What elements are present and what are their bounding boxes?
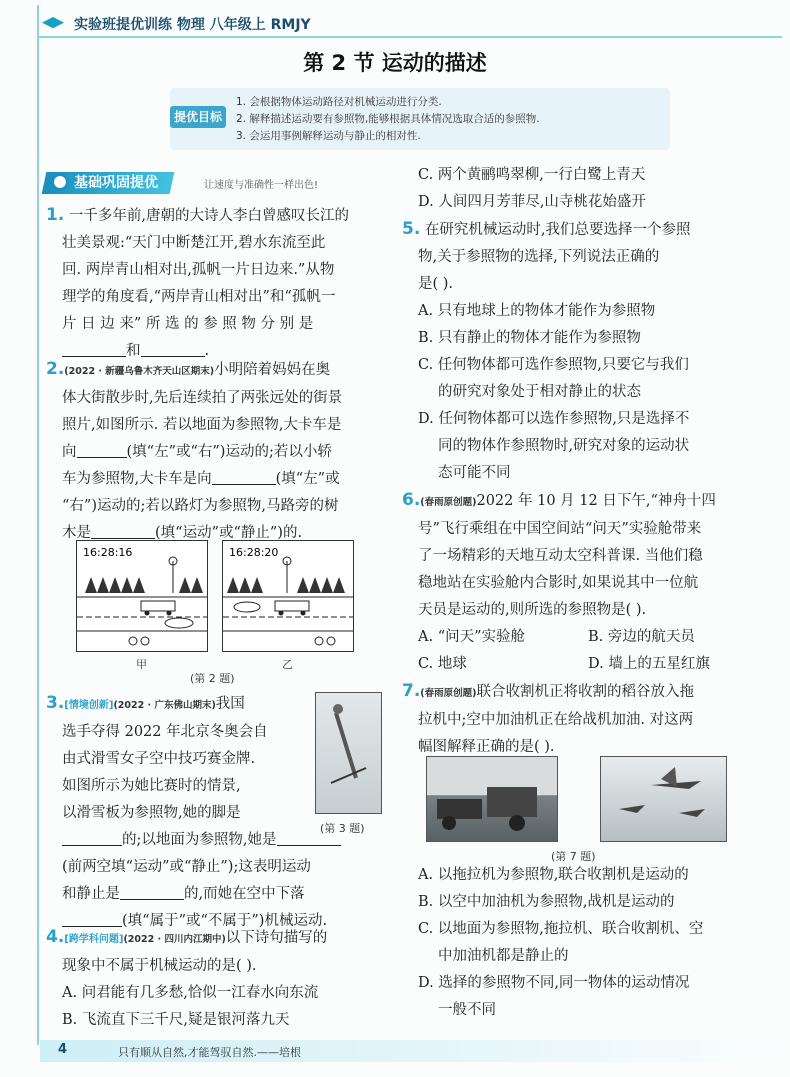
car	[165, 618, 193, 628]
target-icon	[52, 174, 68, 190]
timestamp-label: 16:28:16	[83, 546, 133, 559]
timestamp-label: 16:28:20	[229, 546, 279, 559]
question-2: 2.(2022 · 新疆乌鲁木齐天山区期末)小明陪着妈妈在奥 体大街散步时,先后连续拍了两张远处的街景 照片,如图所示. 若以地面为参照物,大卡车是 向 (填“左”或“右”)运动的;若以小轿 车为参照物,大卡车是向 (填“左”或 “右”)运动的;若以路灯为参照物,马路旁的树 木是 (填“运动”或“静止”)的.	[46, 359, 343, 541]
street-photo-2	[222, 540, 354, 652]
section-banner-title: 基础巩固提优	[74, 175, 158, 191]
top-border	[37, 36, 782, 38]
answer-blank[interactable]	[120, 881, 184, 900]
option-b[interactable]: B. 只有静止的物体才能作为参照物	[418, 330, 641, 346]
left-border	[37, 5, 39, 1045]
question-7: 7.(春雨原创题)联合收割机正将收割的稻谷放入拖 拉机中;空中加油机正在给战机加油. 对这两 幅图解释正确的是( ).	[402, 681, 694, 755]
objectives-list	[236, 94, 540, 145]
page-footer	[40, 1040, 785, 1062]
objectives-box	[170, 88, 670, 150]
option-d[interactable]: D. 人间四月芳菲尽,山寺桃花始盛开	[418, 194, 646, 210]
tree-row	[227, 577, 345, 593]
truck	[275, 601, 309, 611]
option-a[interactable]: A. 以拖拉机为参照物,联合收割机是运动的	[418, 867, 689, 883]
footer-motto: 只有顺从自然,才能驾驭自然.——培根	[118, 1046, 301, 1059]
page-number: 4	[58, 1042, 68, 1057]
option-d[interactable]: D. 墙上的五星红旗	[588, 656, 710, 672]
option-a[interactable]: A. 只有地球上的物体才能作为参照物	[418, 303, 656, 319]
option-d[interactable]: D. 任何物体都可以选作参照物,只是选择不	[418, 411, 690, 427]
answer-blank[interactable]	[91, 520, 155, 539]
graduation-cap-icon	[42, 17, 64, 31]
section-title: 第 2 节 运动的描述	[303, 51, 487, 75]
figure-label: 甲	[136, 658, 147, 671]
skier-photo	[315, 692, 382, 814]
street-photo-1	[76, 540, 208, 652]
figure-caption: (第 2 题)	[190, 672, 235, 685]
question-number: 1.	[46, 205, 65, 225]
harvester-photo	[426, 756, 558, 842]
option-c[interactable]: C. 任何物体都可选作参照物,只要它与我们	[418, 357, 689, 373]
figure-caption: (第 7 题)	[551, 850, 596, 863]
cyclist	[129, 637, 137, 645]
objective-item: 1. 会根据物体运动路径对机械运动进行分类.	[236, 96, 442, 108]
answer-blank[interactable]	[62, 338, 126, 357]
option-d[interactable]: D. 选择的参照物不同,同一物体的运动情况	[418, 975, 690, 991]
section-banner-subtitle: 让速度与准确性一样出色!	[204, 180, 319, 191]
option-c[interactable]: C. 两个黄鹂鸣翠柳,一行白鹭上青天	[418, 167, 646, 183]
question-5: 5. 在研究机械运动时,我们总要选择一个参照 物,关于参照物的选择,下列说法正确的 是( ). A. 只有地球上的物体才能作为参照物 B. 只有静止的物体才能作为参照物 C. 任何物体都可选作参照物,只要它与我们 的研究对象处于相对静止的状态 D. 任何物体都可以选作参照物,只是选择不 同的物体作参照物时,研究对象的运动状 态可能不同	[402, 216, 747, 487]
option-b[interactable]: B. 以空中加油机为参照物,战机是运动的	[418, 894, 675, 910]
figure-caption: (第 3 题)	[320, 822, 365, 835]
question-6: 6.(春雨原创题)2022 年 10 月 12 日下午,“神舟十四 号”飞行乘组在中国空间站“问天”实验舱带来 了一场精彩的天地互动太空科普课. 当他们稳 稳地站在实验舱内合影时,如果说其中一位航 天员是运动的,则所选的参照物是( ). A. “问天”实验舱 B. 旁边的航天员 C. 地球 D. 墙上的五星红旗	[402, 487, 747, 678]
running-header: 实验班提优训练 物理 八年级上 RMJY	[42, 14, 311, 34]
cyclist	[315, 637, 323, 645]
question-1: 1. 一千多年前,唐朝的大诗人李白曾感叹长江的 壮美景观:“天门中断楚江开,碧水东流至此 回. 两岸青山相对出,孤帆一片日边来.”从物 理学的角度看,“两岸青山相对出”和“孤帆一 片 日 边 来” 所 选 的 参 照 物 分 别 是 和 .	[46, 205, 350, 359]
option-c[interactable]: C. 以地面为参照物,拖拉机、联合收割机、空	[418, 921, 704, 937]
right-column	[402, 162, 747, 761]
objective-item: 2. 解释描述运动要有参照物,能够根据具体情况选取合适的参照物.	[236, 113, 540, 125]
objective-item: 3. 会运用事例解释运动与静止的相对性.	[236, 130, 421, 142]
refueling-jets-photo	[600, 756, 727, 842]
answer-blank[interactable]	[77, 439, 127, 458]
objectives-tag: 提优目标	[170, 106, 226, 128]
figure-label: 乙	[282, 658, 293, 671]
truck	[141, 601, 175, 611]
option-c[interactable]: C. 地球	[418, 656, 467, 672]
answer-blank[interactable]	[141, 338, 205, 357]
option-b[interactable]: B. 飞流直下三千尺,疑是银河落九天	[62, 1012, 290, 1028]
tree-row	[85, 577, 203, 593]
question-3: 3.[情境创新](2022 · 广东佛山期末)我国 选手夺得 2022 年北京冬奥会自 由式滑雪女子空中技巧赛金牌. 如图所示为她比赛时的情景, 以滑雪板为参照物,她的脚是 的;以地面为参照物,她是 (前两空填“运动”或“静止”);这表明运动 和静止是 的,而她在空中下落 (填“属于”或“不属于”)机械运动.	[46, 690, 386, 935]
question-7-options: A. 以拖拉机为参照物,联合收割机是运动的 B. 以空中加油机为参照物,战机是运动的 C. 以地面为参照物,拖拉机、联合收割机、空 中加油机都是静止的 D. 选择的参照物不同,同一物体的运动情况 一般不同	[402, 862, 747, 1024]
car	[234, 602, 260, 612]
section-banner	[44, 172, 344, 194]
question-4: 4.[跨学科问题](2022 · 四川内江期中)以下诗句描写的 现象中不属于机械运动的是( ). A. 问君能有几多愁,恰似一江春水向东流 B. 飞流直下三千尺,疑是银河落九天	[46, 924, 386, 1034]
option-a[interactable]: A. “问天”实验舱	[418, 629, 526, 645]
answer-blank[interactable]	[62, 827, 122, 846]
option-a[interactable]: A. 问君能有几多愁,恰似一江春水向东流	[62, 985, 319, 1001]
answer-blank[interactable]	[212, 466, 276, 485]
option-b[interactable]: B. 旁边的航天员	[588, 629, 695, 645]
